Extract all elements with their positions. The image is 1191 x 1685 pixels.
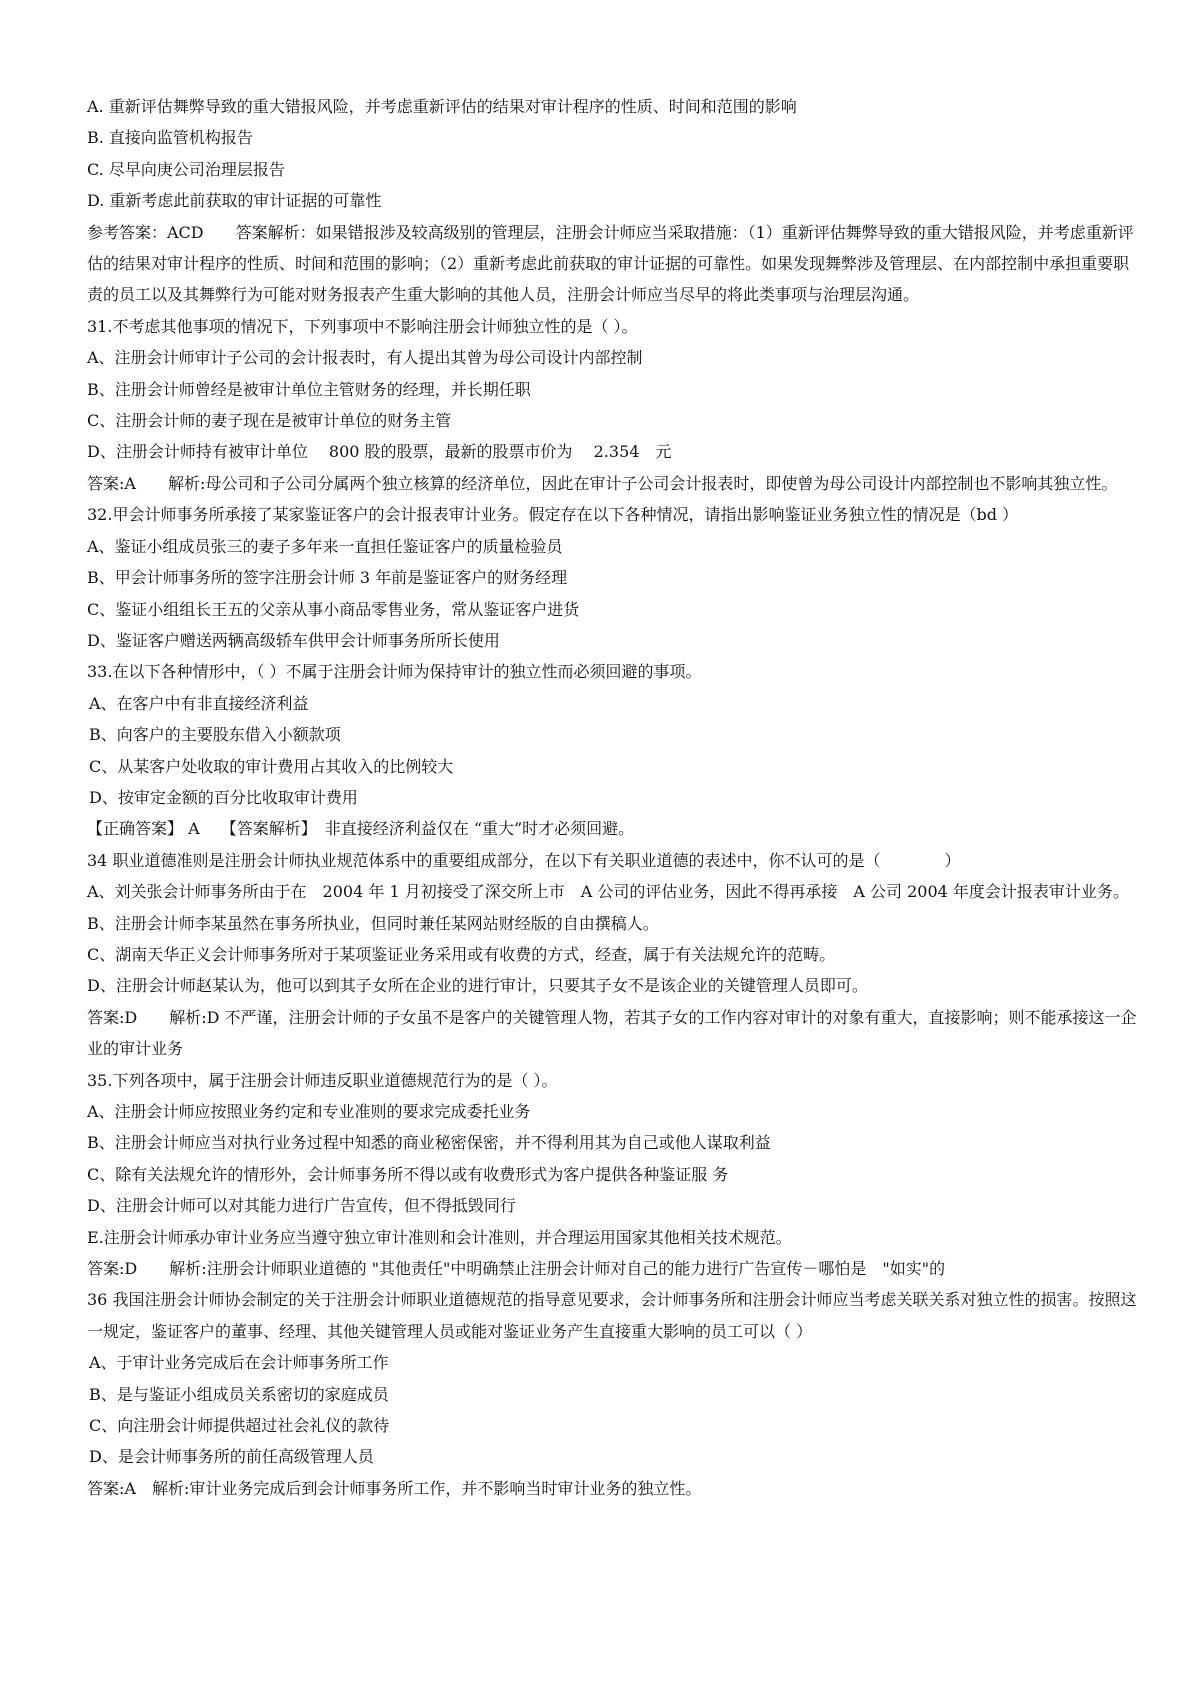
option-line: D、注册会计师赵某认为，他可以到其子女所在企业的进行审计，只要其子女不是该企业的关键管理人员即可。 bbox=[87, 976, 868, 996]
option-line: D、注册会计师持有被审计单位 800 股的股票，最新的股票市价为 2.354 元 bbox=[87, 442, 672, 462]
option-line: D、是会计师事务所的前任高级管理人员 bbox=[89, 1447, 374, 1467]
option-line: A、于审计业务完成后在会计师事务所工作 bbox=[89, 1353, 389, 1373]
question-34: 34 职业道德准则是注册会计师执业规范体系中的重要组成部分，在以下有关职业道德的表述中，你不认可的是（ ） bbox=[87, 850, 961, 870]
option-line: A、注册会计师审计子公司的会计报表时，有人提出其曾为母公司设计内部控制 bbox=[87, 348, 643, 368]
option-line: D、注册会计师可以对其能力进行广告宣传，但不得抵毁同行 bbox=[87, 1196, 516, 1216]
option-line: B、向客户的主要股东借入小额款项 bbox=[89, 725, 341, 745]
answer-line: 【正确答案】 A 【答案解析】 非直接经济利益仅在 “重大”时才必须回避。 bbox=[87, 819, 635, 839]
option-line: C、鉴证小组组长王五的父亲从事小商品零售业务，常从鉴证客户进货 bbox=[87, 599, 580, 619]
option-line: D、鉴证客户赠送两辆高级轿车供甲会计师事务所所长使用 bbox=[87, 630, 500, 650]
text-line: D. 重新考虑此前获取的审计证据的可靠性 bbox=[87, 191, 382, 211]
text-line: C. 尽早向庚公司治理层报告 bbox=[87, 159, 285, 179]
option-line: C、向注册会计师提供超过社会礼仪的款待 bbox=[89, 1416, 390, 1436]
option-line: C、湖南天华正义会计师事务所对于某项鉴证业务采用或有收费的方式，经查，属于有关法规允许的范畴。 bbox=[87, 944, 836, 964]
text-line: A. 重新评估舞弊导致的重大错报风险，并考虑重新评估的结果对审计程序的性质、时间和范围的影响 bbox=[87, 97, 797, 116]
answer-paragraph: 答案:A 解析:母公司和子公司分属两个独立核算的经济单位，因此在审计子公司会计报表时，即使曾为母公司设计内部控制也不影响其独立性。 bbox=[87, 473, 1118, 493]
option-line: A、注册会计师应按照业务约定和专业准则的要求完成委托业务 bbox=[87, 1102, 531, 1121]
question-33: 33.在以下各种情形中，（ ）不属于注册会计师为保持审计的独立性而必须回避的事项。 bbox=[87, 662, 702, 682]
option-line: B、注册会计师李某虽然在事务所执业，但同时兼任某网站财经版的自由撰稿人。 bbox=[87, 913, 659, 933]
question-35: 35.下列各项中，属于注册会计师违反职业道德规范行为的是（ ）。 bbox=[87, 1070, 558, 1090]
option-line: A、在客户中有非直接经济利益 bbox=[89, 693, 309, 713]
option-line: B、甲会计师事务所的签字注册会计师 3 年前是鉴证客户的财务经理 bbox=[87, 568, 568, 588]
answer-paragraph: 参考答案：ACD 答案解析：如果错报涉及较高级别的管理层，注册会计师应当采取措施：（1）重新评估舞弊导致的重大错报风险，并考虑重新评估的结果对审计程序的性质、时间和范围的影响；（2）重新考虑此前获取的审计证据的可靠性。如果发现舞弊涉及管理层、在内部控制中承担重要职责的员工以及其舞弊行为可能对财务报表产生重大影响的其他人员，注册会计师应当尽早的将此类事项与治理层沟通。 bbox=[87, 222, 1134, 305]
option-line: B、注册会计师应当对执行业务过程中知悉的商业秘密保密，并不得利用其为自己或他人谋取利益 bbox=[87, 1133, 771, 1153]
option-line: C、从某客户处收取的审计费用占其收入的比例较大 bbox=[89, 756, 454, 776]
answer-line: 答案:A 解析:审计业务完成后到会计师事务所工作，并不影响当时审计业务的独立性。 bbox=[87, 1478, 702, 1498]
option-line: A、刘关张会计师事务所由于在 2004 年 1 月初接受了深交所上市 A 公司的评估业务，因此不得再承接 A 公司 2004 年度会计报表审计业务。 bbox=[87, 882, 1129, 902]
option-line: D、按审定金额的百分比收取审计费用 bbox=[89, 787, 358, 807]
option-line: A、鉴证小组成员张三的妻子多年来一直担任鉴证客户的质量检验员 bbox=[87, 536, 563, 556]
option-line: E.注册会计师承办审计业务应当遵守独立审计准则和会计准则，并合理运用国家其他相关技术规范。 bbox=[87, 1227, 792, 1247]
question-31: 31.不考虑其他事项的情况下，下列事项中不影响注册会计师独立性的是（ ）。 bbox=[87, 316, 638, 336]
text-line: B. 直接向监管机构报告 bbox=[87, 128, 253, 148]
question-36: 36 我国注册会计师协会制定的关于注册会计师职业道德规范的指导意见要求，会计师事务所和注册会计师应当考虑关联关系对独立性的损害。按照这一规定，鉴证客户的董事、经理、其他关键管理人员或能对鉴证业务产生直接重大影响的员工可以（ ） bbox=[87, 1290, 1137, 1341]
option-line: B、是与鉴证小组成员关系密切的家庭成员 bbox=[89, 1384, 389, 1404]
answer-line: 答案:D 解析:注册会计师职业道德的 "其他责任"中明确禁止注册会计师对自己的能力进行广告宣传－哪怕是 "如实"的 bbox=[87, 1259, 946, 1279]
option-line: C、注册会计师的妻子现在是被审计单位的财务主管 bbox=[87, 411, 452, 431]
option-line: B、注册会计师曾经是被审计单位主管财务的经理，并长期任职 bbox=[87, 379, 531, 399]
question-32: 32.甲会计师事务所承接了某家鉴证客户的会计报表审计业务。假定存在以下各种情况，请指出影响鉴证业务独立性的情况是（bd ） bbox=[87, 505, 1019, 525]
answer-paragraph: 答案:D 解析:D 不严谨，注册会计师的子女虽不是客户的关键管理人物，若其子女的工作内容对审计的对象有重大，直接影响；则不能承接这一企业的审计业务 bbox=[87, 1007, 1137, 1059]
option-line: C、除有关法规允许的情形外，会计师事务所不得以或有收费形式为客户提供各种鉴证服 务 bbox=[87, 1164, 729, 1184]
